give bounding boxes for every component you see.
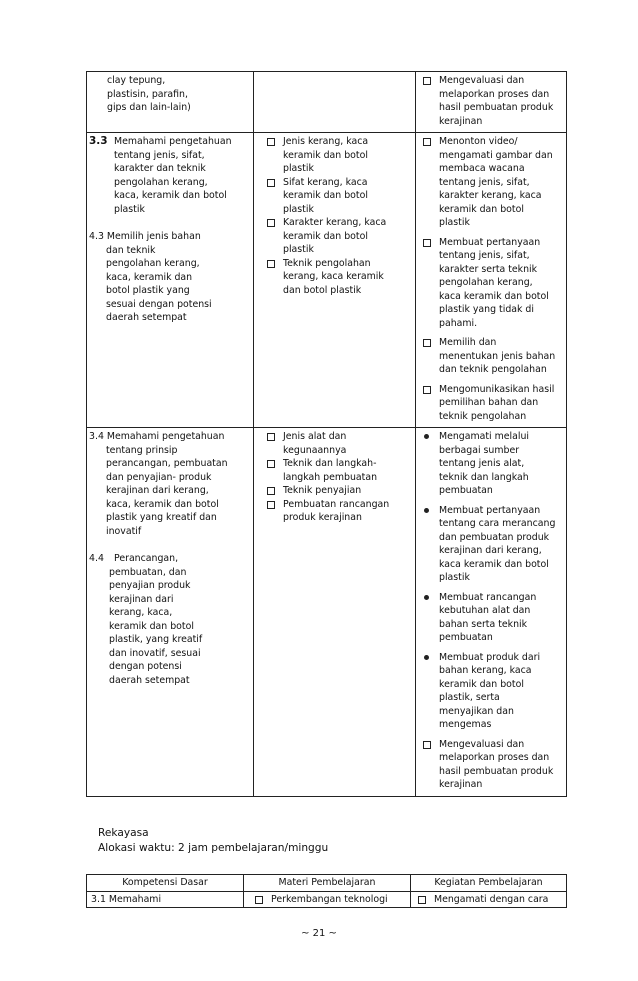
kd-line: plastisin, parafin, [107,88,188,100]
column-header: Materi Pembelajaran [244,875,411,892]
checkbox-square-icon [423,339,431,347]
checkbox-square-icon [267,433,275,441]
bullet-icon [424,434,429,439]
kegiatan-cell [416,72,567,133]
checkbox-square-icon [267,501,275,509]
kd-block: 4.3 Memilih jenis bahan dan teknik pengolahan kerang, kaca, keramik dan botol plastik yang sesuai dengan potensi daerah setempat [89,231,212,323]
list-item: Menonton video/ mengamati gambar dan membaca wacana tentang jenis, sifat, karakter kerang, kaca keramik dan botol plastik [420,135,562,230]
materi-cell [254,428,416,797]
kd-cell [87,428,254,797]
list-item: Teknik pengolahan kerang, kaca keramik dan botol plastik [264,257,411,298]
checkbox-square-icon [267,460,275,468]
time-allocation: Alokasi waktu: 2 jam pembelajaran/minggu [98,842,329,854]
list-item: Teknik penyajian [264,484,411,498]
kd-line: clay tepung, [107,75,166,86]
kegiatan-cell [416,428,567,797]
syllabus-table [86,71,567,797]
checkbox-square-icon [267,179,275,187]
list-item: Teknik dan langkah- langkah pembuatan [264,457,411,484]
kegiatan-cell: Mengamati dengan cara [411,891,567,908]
list-item: Membuat pertanyaan tentang jenis, sifat, karakter serta teknik pengolahan kerang, kaca keramik dan botol plastik yang tidak di pahami. [420,236,562,331]
checkbox-square-icon [423,77,431,85]
section-title: Rekayasa [98,827,149,839]
table-header-row [87,875,567,892]
list-item: Membuat produk dari bahan kerang, kaca keramik dan botol plastik, serta menyajikan dan mengemas [420,651,562,732]
kd-cell [87,72,254,133]
page-number: ~ 21 ~ [301,928,337,939]
rekayasa-table [86,874,567,908]
kd-line: gips dan lain-lain) [107,102,191,113]
bullet-icon [424,508,429,513]
column-header: Kompetensi Dasar [87,875,244,892]
checkbox-square-icon [418,896,426,904]
checkbox-square-icon [267,138,275,146]
table-row [87,428,567,797]
checkbox-square-icon [255,896,263,904]
list-item: Jenis alat dan kegunaannya [264,430,411,457]
column-header: Kegiatan Pembelajaran [411,875,567,892]
list-item: Membuat pertanyaan tentang cara merancang dan pembuatan produk kerajinan dari kerang, kaca keramik dan botol plastik [420,504,562,585]
kd-block: 3.4 Memahami pengetahuan tentang prinsip perancangan, pembuatan dan penyajian- produk kerajinan dari kerang, kaca, keramik dan botol plastik yang kreatif dan inovatif [89,431,228,537]
list-item: Mengamati melalui berbagai sumber tentang jenis alat, teknik dan langkah pembuatan [420,430,562,498]
kd-block: 3.3 Memahami pengetahuan tentang jenis, sifat, karakter dan teknik pengolahan kerang, kaca, keramik dan botol plastik [89,135,232,215]
checkbox-square-icon [423,239,431,247]
table-row [87,72,567,133]
checkbox-square-icon [267,260,275,268]
table-row [87,891,567,908]
checkbox-square-icon [423,386,431,394]
kd-cell: 3.1 Memahami [87,891,244,908]
list-item: Sifat kerang, kaca keramik dan botol plastik [264,176,411,217]
bullet-icon [424,655,429,660]
table-row [87,133,567,428]
list-item: Jenis kerang, kaca keramik dan botol plastik [264,135,411,176]
list-item: Karakter kerang, kaca keramik dan botol plastik [264,216,411,257]
bullet-icon [424,595,429,600]
kd-cell [87,133,254,428]
list-item: Pembuatan rancangan produk kerajinan [264,498,411,525]
list-item: Mengevaluasi dan melaporkan proses dan hasil pembuatan produk kerajinan [420,738,562,792]
list-item: Mengevaluasi dan melaporkan proses dan hasil pembuatan produk kerajinan [420,74,562,128]
list-item: Membuat rancangan kebutuhan alat dan bahan serta teknik pembuatan [420,591,562,645]
list-item: Mengomunikasikan hasil pemilihan bahan dan teknik pengolahan [420,383,562,424]
kegiatan-cell [416,133,567,428]
checkbox-square-icon [267,219,275,227]
materi-cell [254,133,416,428]
checkbox-square-icon [423,741,431,749]
materi-cell [254,72,416,133]
checkbox-square-icon [423,138,431,146]
list-item: Memilih dan menentukan jenis bahan dan teknik pengolahan [420,336,562,377]
materi-cell: Perkembangan teknologi [244,891,411,908]
section-heading [98,826,328,856]
kd-block: 4.4 Perancangan, pembuatan, dan penyajian produk kerajinan dari kerang, kaca, keramik dan botol plastik, yang kreatif dan inovatif, sesuai dengan potensi daerah setempat [89,553,203,686]
checkbox-square-icon [267,487,275,495]
